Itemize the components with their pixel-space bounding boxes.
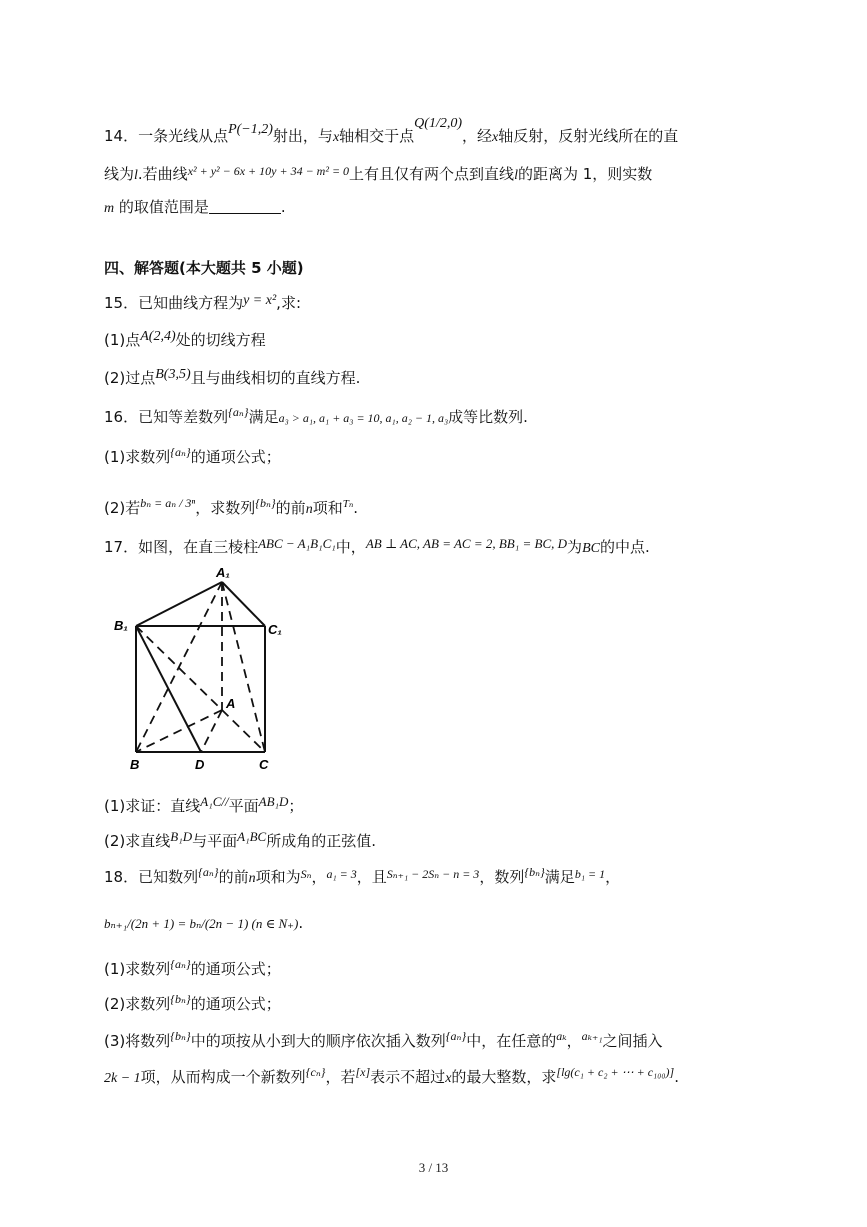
formula: {bₙ} <box>170 992 191 1006</box>
q16-line-1 <box>104 406 528 429</box>
text: 中的项按从小到大的顺序依次插入数列 <box>190 1032 446 1050</box>
q18-line-6 <box>104 1066 679 1090</box>
text: (1)求数列 <box>104 960 171 978</box>
edge-a1b1 <box>136 582 222 626</box>
formula: {aₙ} <box>228 405 249 419</box>
text: ，求数列 <box>195 499 256 517</box>
label-c: C <box>259 757 269 772</box>
formula: Sₙ <box>300 867 312 881</box>
formula: A₁BC <box>237 829 267 844</box>
text: 成等比数列. <box>448 408 528 426</box>
text: ,求: <box>276 294 301 312</box>
text: 14．一条光线从点 <box>104 127 229 145</box>
text: 中， <box>335 538 366 556</box>
text: 为 <box>567 538 583 556</box>
formula: [lg(c₁ + c₂ + ⋯ + c₁₀₀)] <box>556 1065 675 1079</box>
text: ； <box>288 797 304 815</box>
text: 的中点. <box>599 538 650 556</box>
text: ， <box>566 1032 582 1050</box>
text: ，且 <box>356 868 387 886</box>
text: 中，在任意的 <box>466 1032 557 1050</box>
formula: {cₙ} <box>305 1065 326 1079</box>
formula: 2k − 1 <box>104 1071 141 1086</box>
text: 表示不超过 <box>370 1068 446 1086</box>
label-b: B <box>130 757 140 772</box>
text: 平面 <box>228 797 259 815</box>
text: 且与曲线相切的直线方程. <box>190 369 361 387</box>
text: 的最大整数，求 <box>451 1068 557 1086</box>
formula: x <box>492 130 499 145</box>
text: 之间插入 <box>602 1032 663 1050</box>
text: 项和为 <box>255 868 301 886</box>
text: ，数列 <box>479 868 525 886</box>
text: 的通项公式； <box>190 448 281 466</box>
q17-line-2 <box>104 795 303 818</box>
text: . <box>298 914 304 932</box>
text: ， <box>311 868 327 886</box>
formula: aₖ₊₁ <box>581 1029 603 1043</box>
segment-ad-hidden <box>201 710 222 752</box>
label-c1: C₁ <box>268 622 282 637</box>
q15-line-1 <box>104 292 301 316</box>
formula: BC <box>582 541 600 556</box>
formula: x² + y² − 6x + 10y + 34 − m² = 0 <box>187 164 350 178</box>
formula: {bₙ} <box>255 496 276 510</box>
text: 15．已知曲线方程为 <box>104 294 244 312</box>
text: (1)求证：直线 <box>104 797 201 815</box>
formula: n <box>305 502 313 517</box>
text: 射出，与 <box>272 127 333 145</box>
formula: a₃ > a₁, a₁ + a₃ = 10, a₁, a₂ − 1, a₃ <box>278 411 449 425</box>
formula: Q(1/2,0) <box>414 116 462 131</box>
text: 16．已知等差数列 <box>104 408 229 426</box>
label-a: A <box>226 696 236 711</box>
q15-line-2 <box>104 329 266 353</box>
q18-line-1 <box>104 866 620 890</box>
text: 的前 <box>275 499 306 517</box>
formula: Tₙ <box>342 498 354 510</box>
formula: [x] <box>355 1065 371 1079</box>
text: 轴相交于点 <box>339 127 415 145</box>
text: ，若 <box>325 1068 356 1086</box>
formula: {aₙ} <box>170 957 191 971</box>
q17-line-3 <box>104 830 376 853</box>
label-b1: B₁ <box>114 618 128 633</box>
formula: A₁C// <box>200 794 229 809</box>
q16-line-3 <box>104 497 358 521</box>
text: (1)求数列 <box>104 448 171 466</box>
text: . <box>280 198 286 216</box>
text: 的距离为 1，则实数 <box>517 165 653 183</box>
q18-line-2 <box>104 912 303 935</box>
text: 与平面 <box>192 832 238 850</box>
text: 上有且仅有两个点到直线 <box>349 165 515 183</box>
text: (2)过点 <box>104 369 156 387</box>
q14-line-3 <box>104 196 286 220</box>
formula: B₁D <box>170 829 193 844</box>
q18-line-3 <box>104 958 281 981</box>
segment-a1c-hidden <box>222 582 265 752</box>
formula: {aₙ} <box>445 1029 467 1043</box>
text: 项和 <box>312 499 343 517</box>
text: . <box>353 499 359 517</box>
section-heading: 四、解答题(本大题共 5 小题) <box>104 259 304 277</box>
text: (3)将数列 <box>104 1032 171 1050</box>
text: (1)点 <box>104 331 141 349</box>
label-a1: A₁ <box>216 565 230 580</box>
edge-ab-hidden <box>136 710 222 752</box>
text: ， <box>605 868 621 886</box>
text: 的通项公式； <box>190 995 281 1013</box>
q15-line-3 <box>104 367 360 391</box>
formula: b₁ = 1 <box>574 867 606 881</box>
formula: l <box>514 168 518 183</box>
answer-blank <box>209 199 281 214</box>
formula: AB₁D <box>258 794 289 809</box>
formula: {aₙ} <box>170 445 191 459</box>
formula: bₙ = aₙ / 3ⁿ <box>140 496 196 510</box>
text: 17．如图，在直三棱柱 <box>104 538 259 556</box>
formula: bₙ₊₁/(2n + 1) = bₙ/(2n − 1) (n ∈ N₊) <box>104 916 299 931</box>
text: 线为 <box>104 165 135 183</box>
text: 满足 <box>544 868 575 886</box>
formula: A(2,4) <box>140 329 176 344</box>
q16-line-2 <box>104 446 281 469</box>
q18-line-5 <box>104 1030 663 1053</box>
q18-line-4 <box>104 993 281 1016</box>
formula: m <box>104 201 115 216</box>
text: 轴反射，反射光线所在的直 <box>498 127 679 145</box>
formula: l <box>134 168 138 183</box>
formula: {bₙ} <box>170 1029 191 1043</box>
formula: P(−1,2) <box>228 122 273 137</box>
text: 18．已知数列 <box>104 868 199 886</box>
text: 满足 <box>248 408 279 426</box>
text: (2)若 <box>104 499 141 517</box>
text: ，经 <box>462 127 493 145</box>
formula: ABC − A₁B₁C₁ <box>258 536 336 551</box>
formula: AB ⊥ AC, AB = AC = 2, BB₁ = BC, D <box>365 536 568 551</box>
text: 的通项公式； <box>190 960 281 978</box>
prism-figure <box>104 560 284 775</box>
formula: x <box>445 1071 452 1086</box>
text: 的取值范围是 <box>118 198 209 216</box>
text: (2)求数列 <box>104 995 171 1013</box>
segment-a1b-hidden <box>136 582 222 752</box>
formula: {bₙ} <box>524 865 545 879</box>
formula: B(3,5) <box>155 367 191 382</box>
formula: y = x² <box>243 293 277 308</box>
q14-line-2 <box>104 163 652 187</box>
label-d: D <box>195 757 205 772</box>
text: 处的切线方程 <box>175 331 266 349</box>
text: .若曲线 <box>137 165 188 183</box>
text: 项，从而构成一个新数列 <box>140 1068 306 1086</box>
q17-line-1 <box>104 536 650 560</box>
formula: {aₙ} <box>198 865 219 879</box>
text: (2)求直线 <box>104 832 171 850</box>
q14-line-1 <box>104 116 679 149</box>
text: 所成角的正弦值. <box>266 832 376 850</box>
formula: aₖ <box>556 1029 567 1043</box>
edge-ac-hidden <box>222 710 265 752</box>
text: . <box>674 1068 679 1086</box>
page-number: 3 / 13 <box>418 1160 449 1175</box>
formula: a₁ = 3 <box>326 867 357 881</box>
formula: Sₙ₊₁ − 2Sₙ − n = 3 <box>386 867 480 881</box>
formula: n <box>248 871 256 886</box>
text: 的前 <box>218 868 249 886</box>
formula: x <box>332 130 340 145</box>
